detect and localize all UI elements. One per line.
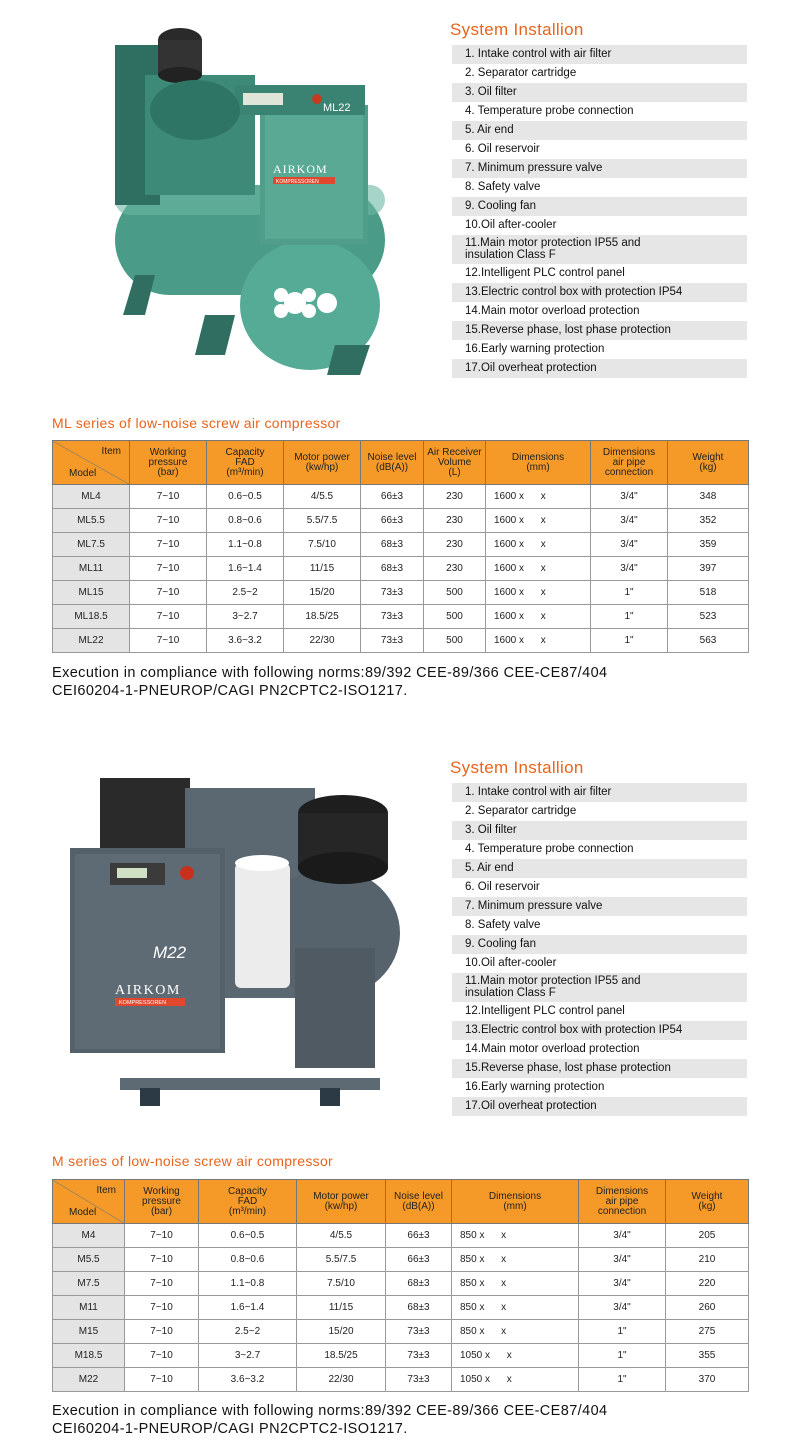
norms-line: Execution in compliance with following norms:89/392 CEE-89/366 CEE-CE87/404 — [52, 1403, 608, 1419]
table-cell: 0.8~0.6 — [199, 1248, 297, 1272]
table-cell: 1" — [579, 1368, 666, 1392]
table-cell: 523 — [668, 605, 749, 629]
table-cell: 7.5/10 — [284, 533, 361, 557]
list-item: 13.Electric control box with protection IP54 — [452, 283, 747, 302]
table-cell: 7~10 — [130, 533, 207, 557]
table-row — [53, 581, 749, 605]
ml-norms — [52, 664, 608, 700]
ml-table-body — [53, 485, 749, 653]
table-cell: 73±3 — [361, 581, 424, 605]
list-item: 12.Intelligent PLC control panel — [465, 267, 625, 279]
table-cell: 850 x x — [452, 1320, 579, 1344]
m-system-list — [452, 783, 747, 1116]
column-header: Working pressure (bar) — [125, 1180, 199, 1224]
table-cell: 66±3 — [361, 509, 424, 533]
list-item: 5. Air end — [452, 859, 747, 878]
table-cell: 500 — [424, 629, 486, 653]
table-cell: 1" — [591, 629, 668, 653]
table-cell: 73±3 — [386, 1320, 452, 1344]
column-header: Motor power (kw/hp) — [297, 1180, 386, 1224]
table-cell: 352 — [668, 509, 749, 533]
table-cell: 3~2.7 — [207, 605, 284, 629]
list-item: 6. Oil reservoir — [465, 143, 540, 155]
table-cell: 348 — [668, 485, 749, 509]
table-cell: 230 — [424, 509, 486, 533]
list-item: 1. Intake control with air filter — [452, 45, 747, 64]
model-cell: ML22 — [53, 629, 130, 653]
column-header: Weight (kg) — [668, 441, 749, 485]
m-photo-brand: AIRKOM — [115, 983, 181, 998]
model-cell: M11 — [53, 1296, 125, 1320]
table-cell: 0.6~0.5 — [199, 1224, 297, 1248]
table-cell: 1600 x x — [486, 485, 591, 509]
table-cell: 22/30 — [297, 1368, 386, 1392]
list-item: 16.Early warning protection — [465, 343, 605, 355]
table-cell: 3~2.7 — [199, 1344, 297, 1368]
table-cell: 1600 x x — [486, 629, 591, 653]
table-cell: 1050 x x — [452, 1344, 579, 1368]
table-cell: 7~10 — [130, 485, 207, 509]
table-cell: 73±3 — [361, 605, 424, 629]
m-series-title: M series of low-noise screw air compressor — [52, 1153, 334, 1169]
ml-system-title: System Installion — [450, 20, 584, 39]
table-cell: 370 — [666, 1368, 749, 1392]
table-cell: 3.6~3.2 — [199, 1368, 297, 1392]
table-cell: 355 — [666, 1344, 749, 1368]
list-item: 5. Air end — [452, 121, 747, 140]
list-item: 4. Temperature probe connection — [465, 105, 634, 117]
norms-line: Execution in compliance with following norms:89/392 CEE-89/366 CEE-CE87/404 — [52, 665, 608, 681]
model-cell: ML4 — [53, 485, 130, 509]
table-cell: 3/4" — [579, 1248, 666, 1272]
table-cell: 73±3 — [386, 1368, 452, 1392]
table-cell: 3/4" — [591, 509, 668, 533]
list-item: 14.Main motor overload protection — [465, 1043, 640, 1055]
table-cell: 1050 x x — [452, 1368, 579, 1392]
model-cell: M4 — [53, 1224, 125, 1248]
table-cell: 5.5/7.5 — [284, 509, 361, 533]
header-corner — [53, 441, 130, 485]
table-cell: 518 — [668, 581, 749, 605]
table-cell: 850 x x — [452, 1272, 579, 1296]
table-header-row — [53, 1180, 749, 1224]
table-row — [53, 629, 749, 653]
ml-spec-table — [52, 440, 749, 653]
list-item: 1. Intake control with air filter — [452, 783, 747, 802]
table-cell: 850 x x — [452, 1296, 579, 1320]
table-cell: 5.5/7.5 — [297, 1248, 386, 1272]
table-cell: 1600 x x — [486, 605, 591, 629]
table-cell: 7~10 — [130, 509, 207, 533]
list-item: 17.Oil overheat protection — [452, 359, 747, 378]
table-cell: 7~10 — [125, 1248, 199, 1272]
table-row — [53, 509, 749, 533]
table-cell: 15/20 — [297, 1320, 386, 1344]
list-item: 15.Reverse phase, lost phase protection — [452, 1059, 747, 1078]
list-item: 10.Oil after-cooler — [465, 957, 557, 969]
table-cell: 210 — [666, 1248, 749, 1272]
header-item: Item — [96, 1185, 116, 1196]
table-cell: 1600 x x — [486, 557, 591, 581]
norms-line: CEI60204-1-PNEUROP/CAGI PN2CPTC2-ISO1217. — [52, 1421, 408, 1437]
ml-compressor-photo — [95, 15, 395, 380]
table-cell: 7~10 — [130, 581, 207, 605]
table-cell: 4/5.5 — [297, 1224, 386, 1248]
model-cell: M5.5 — [53, 1248, 125, 1272]
table-cell: 230 — [424, 485, 486, 509]
column-header: Capacity FAD (m³/min) — [199, 1180, 297, 1224]
table-cell: 11/15 — [297, 1296, 386, 1320]
column-header: Capacity FAD (m³/min) — [207, 441, 284, 485]
table-cell: 7~10 — [125, 1296, 199, 1320]
column-header: Dimensions air pipe connection — [579, 1180, 666, 1224]
table-cell: 3/4" — [591, 557, 668, 581]
m-compressor-photo — [65, 768, 420, 1138]
table-cell: 11/15 — [284, 557, 361, 581]
column-header: Noise level (dB(A)) — [386, 1180, 452, 1224]
model-cell: M18.5 — [53, 1344, 125, 1368]
table-cell: 68±3 — [386, 1272, 452, 1296]
table-cell: 3/4" — [579, 1224, 666, 1248]
list-item: 3. Oil filter — [452, 83, 747, 102]
table-cell: 1" — [579, 1344, 666, 1368]
table-cell: 563 — [668, 629, 749, 653]
list-item: 2. Separator cartridge — [465, 805, 577, 817]
column-header: Dimensions air pipe connection — [591, 441, 668, 485]
table-cell: 68±3 — [361, 533, 424, 557]
table-cell: 18.5/25 — [297, 1344, 386, 1368]
table-cell: 1600 x x — [486, 509, 591, 533]
list-item: 13.Electric control box with protection IP54 — [452, 1021, 747, 1040]
section-m — [0, 738, 800, 1442]
table-cell: 7~10 — [125, 1344, 199, 1368]
list-item: 12.Intelligent PLC control panel — [465, 1005, 625, 1017]
m-system-title: System Installion — [450, 758, 584, 777]
list-item: 8. Safety valve — [465, 919, 541, 931]
m-spec-table — [52, 1179, 749, 1392]
table-cell: 500 — [424, 581, 486, 605]
table-cell: 1" — [591, 605, 668, 629]
column-header: Dimensions (mm) — [452, 1180, 579, 1224]
list-item: 8. Safety valve — [465, 181, 541, 193]
column-header: Air Receiver Volume (L) — [424, 441, 486, 485]
table-cell: 3/4" — [591, 533, 668, 557]
column-header: Dimensions (mm) — [486, 441, 591, 485]
table-row — [53, 557, 749, 581]
table-cell: 3/4" — [579, 1272, 666, 1296]
table-cell: 3.6~3.2 — [207, 629, 284, 653]
list-item: 9. Cooling fan — [452, 197, 747, 216]
table-cell: 7.5/10 — [297, 1272, 386, 1296]
table-row — [53, 533, 749, 557]
table-cell: 1.6~1.4 — [207, 557, 284, 581]
table-cell: 7~10 — [125, 1320, 199, 1344]
table-cell: 850 x x — [452, 1224, 579, 1248]
ml-photo-brand-sub: KOMPRESSOREN — [276, 179, 319, 185]
table-header-row — [53, 441, 749, 485]
table-cell: 230 — [424, 533, 486, 557]
table-cell: 18.5/25 — [284, 605, 361, 629]
model-cell: ML11 — [53, 557, 130, 581]
list-item: 2. Separator cartridge — [465, 67, 577, 79]
m-norms — [52, 1402, 608, 1438]
table-cell: 3/4" — [591, 485, 668, 509]
ml-photo-brand: AIRKOM — [273, 162, 328, 176]
list-item: 6. Oil reservoir — [465, 881, 540, 893]
table-cell: 66±3 — [386, 1248, 452, 1272]
table-cell: 3/4" — [579, 1296, 666, 1320]
header-item: Item — [101, 446, 121, 457]
table-cell: 1.1~0.8 — [199, 1272, 297, 1296]
table-cell: 15/20 — [284, 581, 361, 605]
table-cell: 0.6~0.5 — [207, 485, 284, 509]
table-cell: 1.6~1.4 — [199, 1296, 297, 1320]
table-cell: 359 — [668, 533, 749, 557]
table-cell: 1" — [591, 581, 668, 605]
ml-series-title: ML series of low-noise screw air compressor — [52, 415, 341, 431]
table-cell: 220 — [666, 1272, 749, 1296]
table-cell: 22/30 — [284, 629, 361, 653]
column-header: Motor power (kw/hp) — [284, 441, 361, 485]
table-cell: 7~10 — [125, 1368, 199, 1392]
list-item: 14.Main motor overload protection — [465, 305, 640, 317]
ml-photo-label: ML22 — [323, 102, 351, 114]
table-cell: 2.5~2 — [207, 581, 284, 605]
ml-system-list — [452, 45, 747, 378]
table-cell: 68±3 — [361, 557, 424, 581]
header-model: Model — [69, 468, 97, 479]
list-item: 16.Early warning protection — [465, 1081, 605, 1093]
list-item: 11.Main motor protection IP55 and insulation Class F — [452, 973, 747, 1002]
table-cell: 68±3 — [386, 1296, 452, 1320]
table-cell: 1" — [579, 1320, 666, 1344]
m-table-body — [53, 1224, 749, 1392]
column-header: Weight (kg) — [666, 1180, 749, 1224]
list-item: 10.Oil after-cooler — [465, 219, 557, 231]
section-ml — [0, 0, 800, 720]
table-cell: 275 — [666, 1320, 749, 1344]
list-item: 11.Main motor protection IP55 and insulation Class F — [452, 235, 747, 264]
table-row — [53, 605, 749, 629]
table-row — [53, 485, 749, 509]
table-cell: 7~10 — [130, 557, 207, 581]
table-row — [53, 1272, 749, 1296]
model-cell: M22 — [53, 1368, 125, 1392]
list-item: 4. Temperature probe connection — [465, 843, 634, 855]
model-cell: ML7.5 — [53, 533, 130, 557]
table-cell: 500 — [424, 605, 486, 629]
table-cell: 2.5~2 — [199, 1320, 297, 1344]
model-cell: ML15 — [53, 581, 130, 605]
table-cell: 260 — [666, 1296, 749, 1320]
column-header: Noise level (dB(A)) — [361, 441, 424, 485]
header-corner — [53, 1180, 125, 1224]
table-cell: 0.8~0.6 — [207, 509, 284, 533]
table-cell: 1600 x x — [486, 581, 591, 605]
list-item: 17.Oil overheat protection — [452, 1097, 747, 1116]
table-row — [53, 1344, 749, 1368]
norms-line: CEI60204-1-PNEUROP/CAGI PN2CPTC2-ISO1217. — [52, 683, 408, 699]
table-cell: 4/5.5 — [284, 485, 361, 509]
model-cell: M15 — [53, 1320, 125, 1344]
table-row — [53, 1248, 749, 1272]
table-cell: 397 — [668, 557, 749, 581]
table-cell: 66±3 — [386, 1224, 452, 1248]
table-cell: 230 — [424, 557, 486, 581]
column-header: Working pressure (bar) — [130, 441, 207, 485]
table-row — [53, 1296, 749, 1320]
table-cell: 7~10 — [125, 1272, 199, 1296]
table-cell: 73±3 — [386, 1344, 452, 1368]
table-row — [53, 1368, 749, 1392]
table-cell: 73±3 — [361, 629, 424, 653]
header-model: Model — [69, 1207, 97, 1218]
m-photo-brand-sub: KOMPRESSOREN — [119, 1000, 167, 1006]
m-photo-label: M22 — [153, 943, 187, 962]
table-cell: 1600 x x — [486, 533, 591, 557]
table-cell: 66±3 — [361, 485, 424, 509]
table-cell: 205 — [666, 1224, 749, 1248]
table-cell: 7~10 — [130, 605, 207, 629]
list-item: 9. Cooling fan — [452, 935, 747, 954]
model-cell: ML5.5 — [53, 509, 130, 533]
model-cell: M7.5 — [53, 1272, 125, 1296]
table-cell: 7~10 — [125, 1224, 199, 1248]
list-item: 7. Minimum pressure valve — [452, 159, 747, 178]
table-cell: 1.1~0.8 — [207, 533, 284, 557]
table-row — [53, 1320, 749, 1344]
table-cell: 7~10 — [130, 629, 207, 653]
model-cell: ML18.5 — [53, 605, 130, 629]
list-item: 3. Oil filter — [452, 821, 747, 840]
list-item: 15.Reverse phase, lost phase protection — [452, 321, 747, 340]
table-cell: 850 x x — [452, 1248, 579, 1272]
table-row — [53, 1224, 749, 1248]
list-item: 7. Minimum pressure valve — [452, 897, 747, 916]
